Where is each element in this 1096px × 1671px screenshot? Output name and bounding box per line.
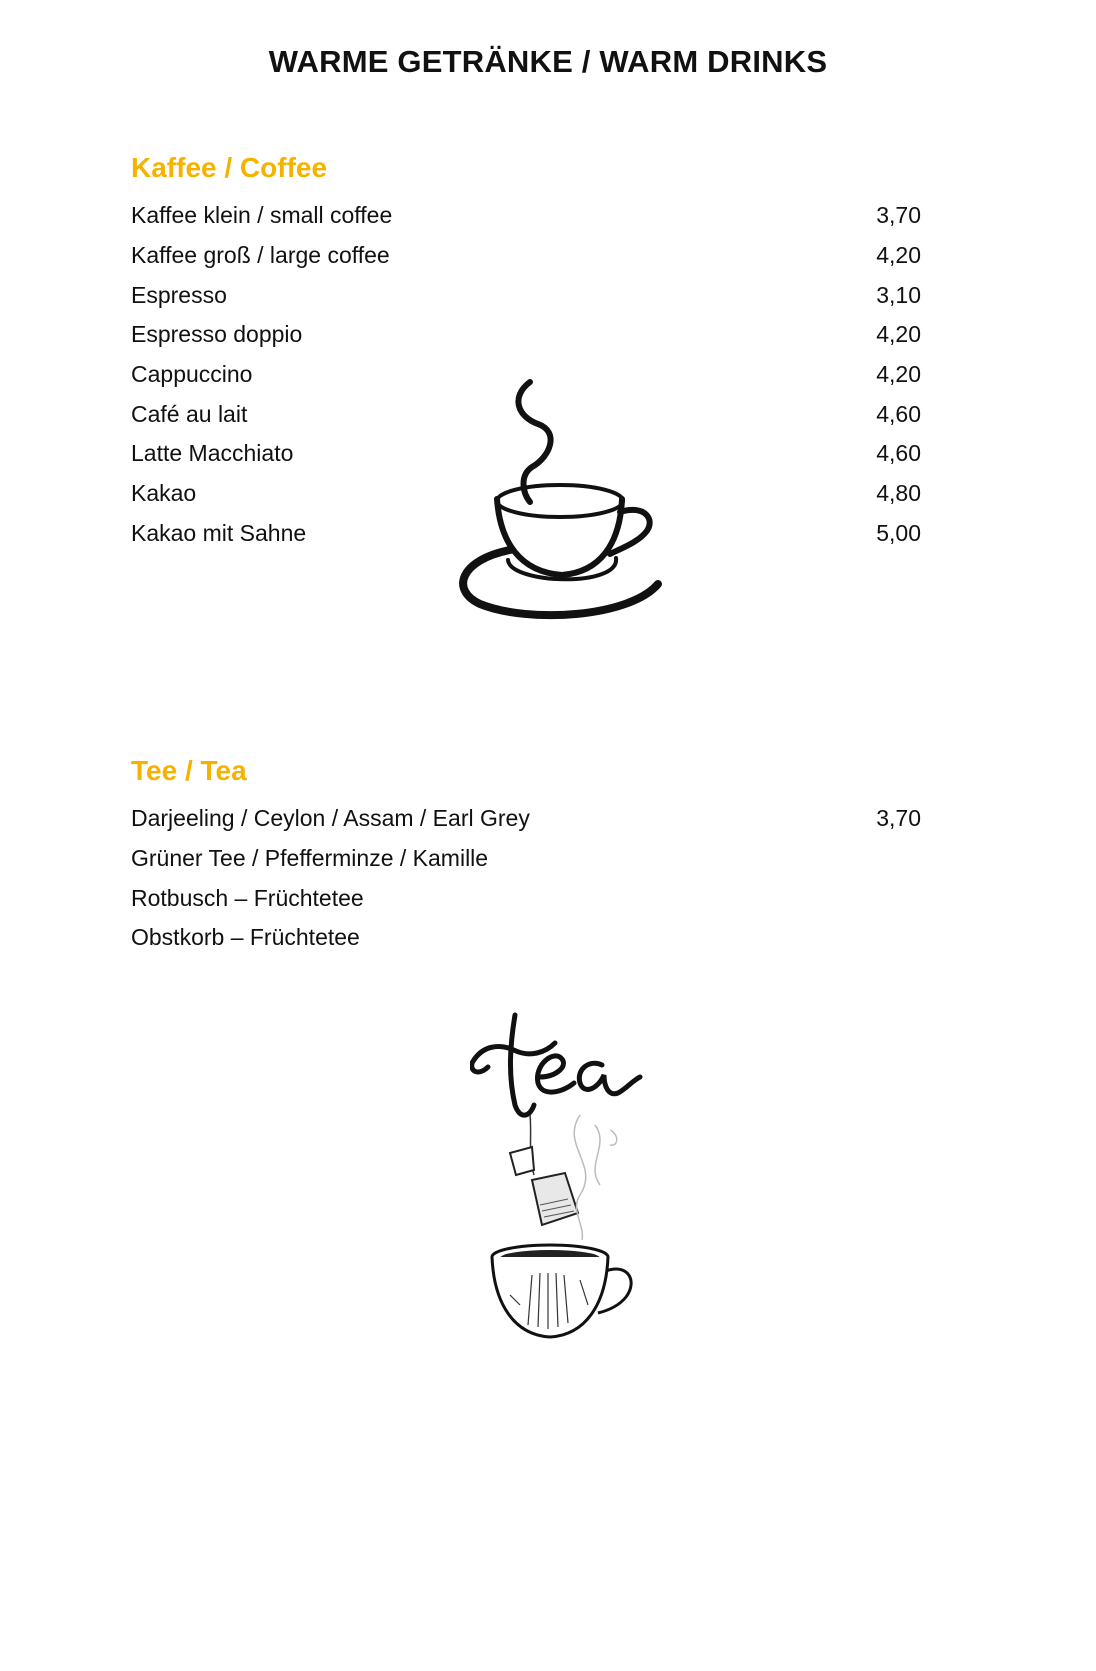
- item-name: Rotbusch – Früchtetee: [131, 884, 364, 911]
- item-price: 3,10: [876, 281, 921, 308]
- item-name: Kaffee klein / small coffee: [131, 202, 393, 229]
- item-price: 4,80: [876, 480, 921, 507]
- item-name: Café au lait: [131, 400, 248, 427]
- menu-item: [131, 878, 921, 918]
- page-title: WARME GETRÄNKE / WARM DRINKS: [268, 44, 828, 79]
- menu-item: [131, 236, 921, 276]
- item-name: Kakao: [131, 480, 197, 507]
- item-name: Cappuccino: [131, 361, 253, 388]
- item-name: Espresso doppio: [131, 321, 303, 348]
- coffee-section-title: Kaffee / Coffee: [131, 152, 328, 183]
- item-name: Kaffee groß / large coffee: [131, 242, 390, 269]
- item-name: Grüner Tee / Pfefferminze / Kamille: [131, 845, 489, 872]
- item-price: 4,60: [876, 400, 921, 427]
- menu-item: [131, 315, 921, 355]
- item-price: 4,20: [876, 242, 921, 269]
- menu-item: [131, 275, 921, 315]
- item-name: Obstkorb – Früchtetee: [131, 924, 360, 951]
- menu-item: [131, 196, 921, 236]
- tea-cup-icon: [470, 1005, 660, 1385]
- menu-item: [131, 799, 921, 839]
- menu-item: [131, 918, 921, 958]
- item-price: 4,20: [876, 321, 921, 348]
- tea-menu-list: [131, 799, 921, 958]
- item-price: 3,70: [876, 202, 921, 229]
- item-name: Espresso: [131, 281, 227, 308]
- item-price: 3,70: [876, 805, 921, 832]
- item-price: 4,60: [876, 440, 921, 467]
- item-price: 4,20: [876, 361, 921, 388]
- coffee-cup-icon: [450, 372, 680, 632]
- item-name: Kakao mit Sahne: [131, 519, 307, 546]
- item-name: Latte Macchiato: [131, 440, 294, 467]
- tea-section-title: Tee / Tea: [131, 755, 247, 786]
- item-price: 5,00: [876, 519, 921, 546]
- tea-logo: [472, 1015, 640, 1115]
- menu-item: [131, 839, 921, 879]
- item-name: Darjeeling / Ceylon / Assam / Earl Grey: [131, 805, 530, 832]
